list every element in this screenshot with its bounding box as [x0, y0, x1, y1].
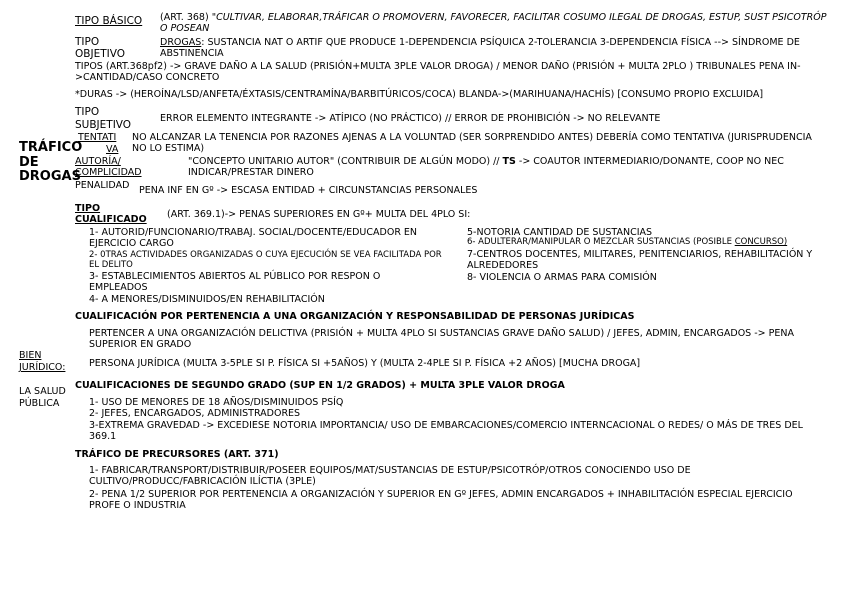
concurso-word: CONCURSO): [734, 237, 788, 247]
tipos-text: TIPOS (ART.368pf2) -> GRAVE DAÑO A LA SALUD (PRISIÓN+MULTA 3PLE VALOR DROGA) / MENOR DAÑO (PRISIÓN + MULTA 2PLO ) TRIBUNALES PENA IN->CANTIDAD/CASO CONCRETO: [75, 61, 801, 83]
tipo-basico-text: [160, 12, 830, 34]
bien-juridico-value: LA SALUD PÚBLICA: [19, 386, 66, 409]
cualificado-item-3: 3- ESTABLECIMIENTOS ABIERTOS AL PÚBLICO POR RESPON O EMPLEADOS: [89, 271, 381, 293]
cualificado-item-6: [467, 237, 787, 247]
cualificado-item-1: 1- AUTORID/FUNCIONARIO/TRABAJ. SOCIAL/DOCENTE/EDUCADOR EN EJERCICIO CARGO: [89, 227, 418, 249]
tentativa-label-1: TENTATI: [78, 132, 117, 143]
autoria-ts: TS: [502, 156, 516, 167]
segundo-grado-item-3: 3-EXTREMA GRAVEDAD -> EXCEDIESE NOTORIA IMPORTANCIA/ USO DE EMBARCACIONES/COMERCIO INTERNCACIONAL O REDES/ O MÁS DE TRES DEL 369.1: [89, 420, 803, 442]
tipo-cualificado-label: TIPO CUALIFICADO: [75, 203, 147, 225]
autoria-text-b: -> COAUTOR INTERMEDIARIO/DONANTE, COOP NO NEC INDICAR/PRESTAR DINERO: [188, 156, 784, 178]
penalidad-text: PENA INF EN Gº -> ESCASA ENTIDAD + CIRCUNSTANCIAS PERSONALES: [139, 185, 478, 196]
organizacion-p2: PERSONA JURÍDICA (MULTA 3-5PLE SI P. FÍSICA SI +5AÑOS) Y (MULTA 2-4PLE SI P. FÍSICA +2 AÑOS) [MUCHA DROGA]: [89, 358, 641, 369]
tipo-subjetivo-label: TIPO SUBJETIVO: [75, 106, 132, 131]
topic-title: TRÁFICO DE DROGAS: [19, 140, 83, 184]
segundo-grado-heading: CUALIFICACIONES DE SEGUNDO GRADO (SUP EN 1/2 GRADOS) + MULTA 3PLE VALOR DROGA: [75, 380, 565, 391]
drogas-word: DROGAS: [160, 37, 202, 48]
tipo-basico-article: (ART. 368): [160, 12, 209, 23]
tentativa-label-2: VA: [106, 144, 119, 155]
organizacion-p1: PERTENCER A UNA ORGANIZACIÓN DELICTIVA (PRISIÓN + MULTA 4PLO SI SUSTANCIAS GRAVE DAÑO SALUD) / JEFES, ADMIN, ENCARGADOS -> PENA SUPERIOR EN GRADO: [89, 328, 794, 350]
tentativa-text: NO ALCANZAR LA TENENCIA POR RAZONES AJENAS A LA VOLUNTAD (SER SORPRENDIDO ANTES) DEBERÍA COMO TENTATIVA (JURISPRUDENCIA NO LO ESTIMA): [132, 132, 812, 154]
tipo-basico-label: TIPO BÁSICO: [75, 15, 143, 27]
cualificado-item-6-text: 6- ADULTERAR/MANIPULAR O MEZCLAR SUSTANCIAS (POSIBLE: [467, 237, 732, 247]
segundo-grado-item-2: 2- JEFES, ENCARGADOS, ADMINISTRADORES: [89, 408, 301, 419]
bien-juridico-label: BIEN JURÍDICO:: [19, 350, 66, 373]
duras-text: *DURAS -> (HEROÍNA/LSD/ANFETA/ÉXTASIS/CENTRAMÍNA/BARBITÚRICOS/COCA) BLANDA->(MARIHUANA/HACHÍS) [CONSUMO PROPIO EXCLUIDA]: [75, 89, 764, 100]
drogas-definition: [160, 37, 832, 59]
cualificado-item-2: 2- 0TRAS ACTIVIDADES ORGANIZADAS O CUYA EJECUCIÓN SE VEA FACILITADA POR EL DELITO: [89, 250, 442, 270]
tipo-subjetivo-text: ERROR ELEMENTO INTEGRANTE -> ATÍPICO (NO PRÁCTICO) // ERROR DE PROHIBICIÓN -> NO RELEVANTE: [160, 113, 661, 124]
drogas-def-text: : SUSTANCIA NAT O ARTIF QUE PRODUCE 1-DEPENDENCIA PSÍQUICA 2-TOLERANCIA 3-DEPENDENCIA FÍSICA --> SÍNDROME DE ABSTINENCIA: [160, 37, 800, 59]
segundo-grado-item-1: 1- USO DE MENORES DE 18 AÑOS/DISMINUIDOS PSÍQ: [89, 397, 344, 408]
cualificado-item-4: 4- A MENORES/DISMINUIDOS/EN REHABILITACIÓN: [89, 294, 325, 305]
tipo-basico-quote: "CULTIVAR, ELABORAR,TRÁFICAR O PROMOVERN, FAVORECER, FACILITAR COSUMO ILEGAL DE DROGAS, ESTUP, SUST PSICOTRÓP O POSEAN: [160, 12, 827, 34]
precursores-item-2: 2- PENA 1/2 SUPERIOR POR PERTENENCIA A ORGANIZACIÓN Y SUPERIOR EN Gº JEFES, ADMIN ENCARGADOS + INHABILITACIÓN ESPECIAL EJERCICIO PROFE O INDUSTRIA: [89, 489, 793, 511]
organizacion-heading: CUALIFICACIÓN POR PERTENENCIA A UNA ORGANIZACIÓN Y RESPONSABILIDAD DE PERSONAS JURÍDICAS: [75, 311, 635, 322]
precursores-item-1: 1- FABRICAR/TRANSPORT/DISTRIBUIR/POSEER EQUIPOS/MAT/SUSTANCIAS DE ESTUP/PSICOTRÓP/OTROS CONOCIENDO USO DE CULTIVO/PRODUCC/FABRICACIÓN ILÍCTIA (3PLE): [89, 465, 691, 487]
tipo-cualificado-text: (ART. 369.1)-> PENAS SUPERIORES EN Gº+ MULTA DEL 4PLO SI:: [167, 209, 471, 220]
cualificado-item-7: 7-CENTROS DOCENTES, MILITARES, PENITENCIARIOS, REHABILITACIÓN Y ALREDEDORES: [467, 249, 813, 271]
tipo-objetivo-label: TIPO OBJETIVO: [75, 36, 125, 60]
autoria-text-a: "CONCEPTO UNITARIO AUTOR" (CONTRIBUIR DE ALGÚN MODO) //: [188, 156, 500, 167]
penalidad-label: PENALIDAD: [75, 180, 130, 191]
cualificado-item-8: 8- VIOLENCIA O ARMAS PARA COMISIÓN: [467, 272, 657, 283]
cualificado-item-5: 5-NOTORIA CANTIDAD DE SUSTANCIAS: [467, 227, 653, 238]
precursores-heading: TRÁFICO DE PRECURSORES (ART. 371): [75, 449, 279, 460]
autoria-text: [188, 156, 838, 178]
autoria-label: AUTORÍA/ COMPLICIDAD: [75, 156, 142, 178]
